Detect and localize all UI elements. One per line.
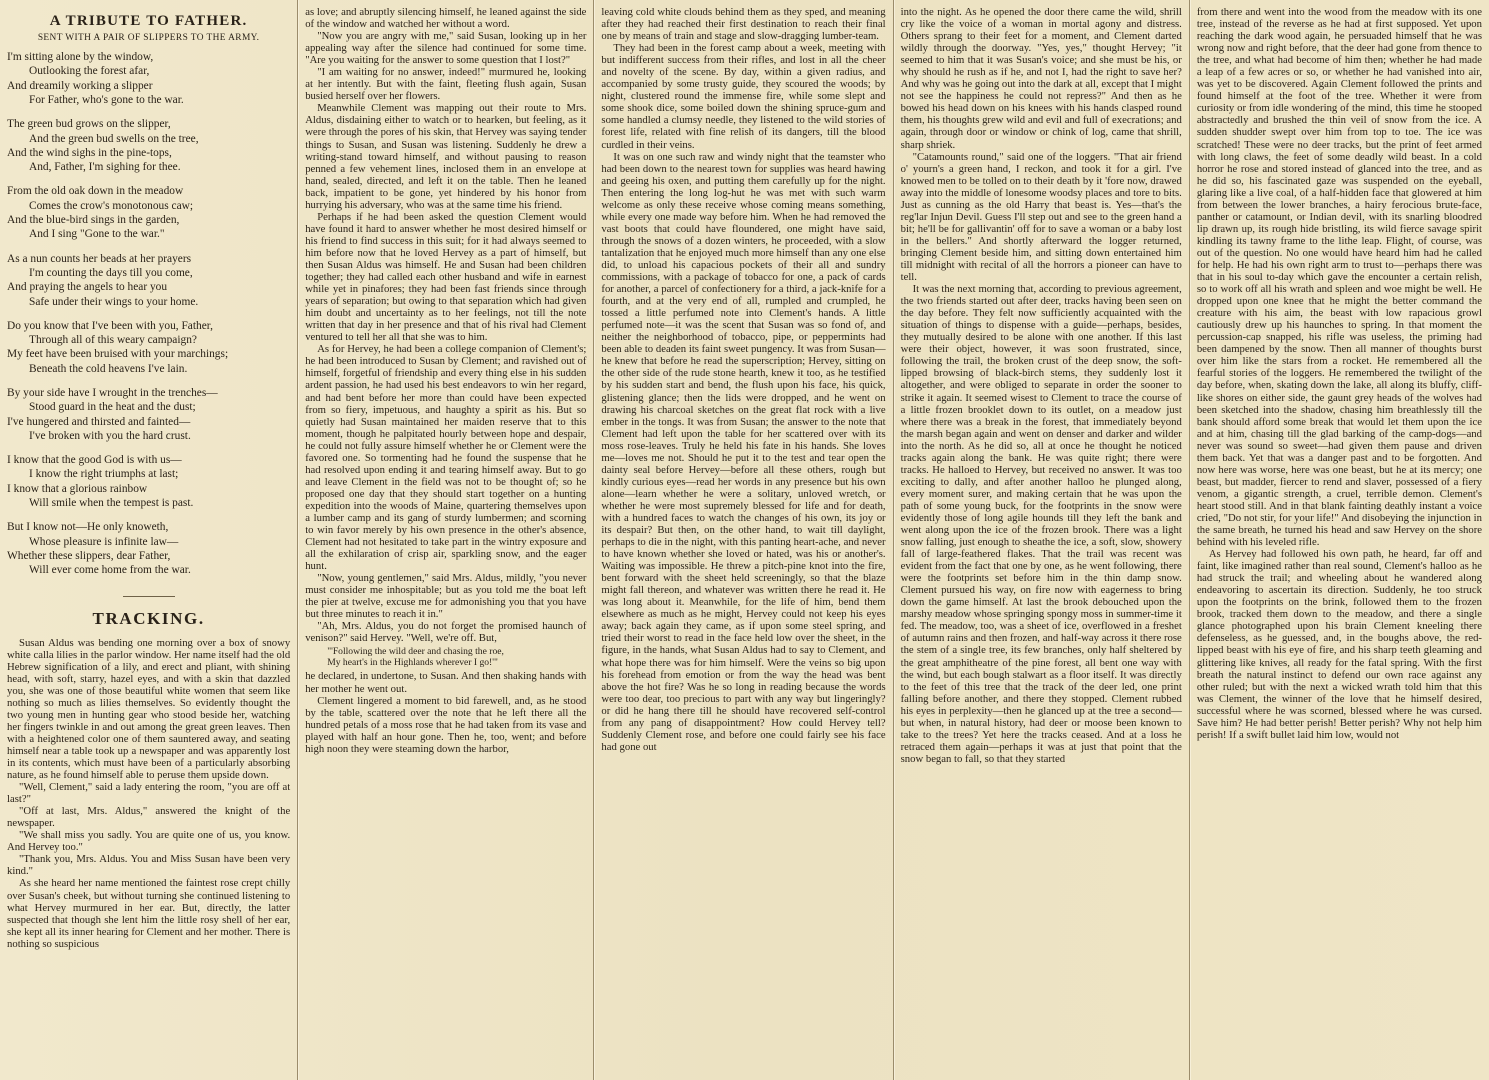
verse-line: "'Following the wild deer and chasing the roe, [327, 646, 504, 658]
paragraph: "Catamounts round," said one of the loggers. "That air friend o' yourn's a green hand, I reckon, and took it for a girl. I've knowed men to be tolled on to their death by it 'fore now, drawed away into the middle of lonesome woodsy places and tore to bits. Just as cunning as the old Harry that beast is. Yes—that's the reg'lar Injun Devil. Guess I'll step out and see to the green hand a bit; he'll be for gallivantin' off for to save a woman or a baby lost in the bellers." And shortly afterward the logger returned, bringing Clement beside him, and sitting down entertained him till midnight with recital of all the horrors a pioneer can have to tell. [900, 150, 1182, 284]
poem-stanza [7, 520, 290, 577]
paragraph: As she heard her name mentioned the faintest rose crept chilly over Susan's cheek, but without turning she continued listening to what Hervey murmured in her ear. But, directly, the latter suspected that though she lent him the little rosy shell of her ear, she kept all its inner hearing for Clement and her mother. There is nothing so suspicious [7, 877, 291, 950]
poem-line: And, Father, I'm sighing for thee. [29, 161, 181, 174]
poem-line: And the blue-bird sings in the garden, [7, 214, 180, 227]
paragraph: "Ah, Mrs. Aldus, you do not forget the promised haunch of venison?" said Hervey. "Well, we're off. But, [305, 620, 587, 645]
poem-line: And the wind sighs in the pine-tops, [7, 146, 172, 159]
paragraph: leaving cold white clouds behind them as they sped, and meaning after they had reached their first destination to reach their final one by means of train and stage and slow-dragging lumber-team. [601, 6, 886, 43]
quoted-verse [305, 646, 586, 668]
poem-line: I know that the good God is with us— [7, 454, 182, 467]
poem-line: I know that a glorious rainbow [7, 482, 148, 495]
paragraph: It was the next morning that, according to previous agreement, the two friends started out after deer, tracks having been seen on the day before. They felt now sufficiently acquainted with the situation of things to dispense with a guide—perhaps, besides, they mutually desired to be alone with one another. If this last were their object, however, it was soon frustrated, since, following the trail, the broken crust of the deep snow, the soft-lipped browsing of black-birch stems, they suddenly lost it altogether, and were obliged to separate in order the sooner to strike it again. It seemed wisest to Clement to trace the course of a little frozen brooklet down to its outlet, on a meadow just where there was a break in the forest, that immediately beyond the marsh began again and went on denser and darker and wilder into the north. As he did so, all at once he thought he noticed tracks again along the bank. He was quite right; there were tracks. He halloed to Hervey, but received no answer. It was too exciting to dally, and after another halloo he plunged along, every moment surer, and making certain that he was upon the path of some young buck, for the footprints in the snow were evidently those of long agile hounds till they left the bank and went along upon the ice of the frozen brook. There was a light snow falling, just enough to sheathe the ice, a soft, slow, showery fall of large-feathered flakes. That the trail was recent was evident from the fact that one by one, as he went following, there were the footprints set before him in the thin damp snow. Clement pursued his way, on fire now with eagerness to bring down the game himself. At last the brook debouched upon the marshy meadow whose springing spongy moss in summer-time it fed. The meadow, too, was a sheet of ice, overflowed in a freshet of autumn rains and then frozen, and half-way across it there rose the stem of a single tree, its few branches, only half sheltered by the great amphitheatre of the pine forest, all bent one way with the wind, but each bough stalwart as a floor itself. It was directly to the feet of this tree that the track of the deer led, one print falling before another, and there they stopped. Clement rubbed his eyes in perplexity—then he glanced up at the tree a second—but when, in natural history, had deer or moose been known to take to the trees? Yet here the tracks ceased. And at a loss he retraced them again—perhaps it was at just that point that the snow began to fall, so that they started [900, 283, 1182, 765]
poem-line: Will smile when the tempest is past. [29, 497, 194, 510]
poem-line: I know the right triumphs at last; [29, 468, 179, 481]
poem-line: Safe under their wings to your home. [29, 295, 199, 308]
column-3 [594, 0, 892, 1080]
poem-line: Will ever come home from the war. [29, 564, 191, 577]
poem-line: And praying the angels to hear you [7, 281, 168, 294]
poem-line: From the old oak down in the meadow [7, 185, 184, 198]
poem-stanza [7, 453, 290, 510]
paragraph: Clement lingered a moment to bid farewell, and, as he stood by the table, scattered over the note that he left there all the hundred petals of a moss rose that he had taken from its vase and played with half an hour gone. Then he, too, went; and before high noon they were steaming down the harbor, [305, 694, 587, 755]
paragraph: from there and went into the wood from the meadow with its one tree, instead of the reverse as he had at first supposed. Yet upon reaching the dark wood again, he persuaded himself that he was wrong now and right before, that the deer had gone from thence to the tree, and what had become of him then; whether he had made a leap of a few acres or so, or whether he had vanished into air, was yet to be discovered. Again Clement followed the prints and found himself at the foot of the tree. Whether it were from curiosity or from idle wondering of the mind, this time he stooped abstractedly and brushed the thin veil of snow from the ice. A sudden shudder swept over him from top to toe. The ice was scratched! These were no deer tracks, but the print of feet armed with long claws, the feet of some deadly wild beast. In a cold horror he rose and stored instead of glanced into the tree, and as he did so, his fascinated gaze was suspended on the eyeball, glaring like a live coal, of a half-hidden face that glowered at him from between the lower branches, a hairy ferocious brute-face, panther or catamount, or Indian devil, with its snarling bloodred lip drawn up, its rough hide bristling, its wild fierce savage spirit kindling its tawny frame to the lithe leap. Flight, of course, was out of the question. No one would have heard him had he called for help. He had his own right arm to trust to—perhaps there was that in his soul to-day which gave the encounter a certain relish, so to work off all his wrath and spleen and woe might be well. He dropped upon one knee that he might the better command the creature with his aim, the beast with low rapacious growl cautiously drew up his haunches to spring. In that moment the percussion-cap snapped, his rifle was useless, the priming had been dampened by the snow. Then all manner of thoughts burst over him like the stars from a rocket. He remembered all the fearful stories of the loggers. He remembered the twilight of the day before, when, skating down the lake, all along its bluffy, cliff-like shores on either side, the gaunt grey heads of the wolves had been sketched into the shadow, chasing him breathlessly till the bank should afford some break that would let them upon the ice and at him, chasing till the glad barking of the camp-dogs—and never was sound so sweet—had given them pause and driven them back. Yet that was a danger past and to be forgotten. And now here was worse, here was one beast, but he at its mercy; one beast, but madder, fiercer to rend and slaver, possessed of a fiery venom, a gigantic strength, a cruel, terrible demon. Clement's heart stood still. And in that blank fainting deathly instant a voice cried, "Do not stir, for your life!" And disobeying the injunction in the same breath, he turned his head and saw Hervey on the shore behind with his leveled rifle. [1196, 6, 1482, 549]
paragraph: "I am waiting for no answer, indeed!" murmured he, looking at her intently. But with the faint, fleeting flush again, Susan busied herself over her flowers. [305, 66, 587, 103]
paragraph: "We shall miss you sadly. You are quite one of us, you know. And Hervey too." [7, 829, 291, 854]
paragraph: "Thank you, Mrs. Aldus. You and Miss Susan have been very kind." [7, 853, 291, 878]
paragraph: as love; and abruptly silencing himself, he leaned against the side of the window and watched her without a word. [305, 6, 587, 31]
paragraph: Susan Aldus was bending one morning over a box of snowy white calla lilies in the parlor window. Her name itself had the old Hebrew signification of a lily, and erect and pliant, with shining head, with soft, starry, hazel eyes, and with a skin that dazzled you, she was one of those beautiful white women that seem like nothing so much as lilies themselves. So evidently thought the two young men in hunting gear who stood beside her, watching her fingers twinkle in and out among the great green leaves. Then with a heightened color one of them sauntered away, and seating himself near a table took up a newspaper and was apparently lost in its contents, which must have been of a particularly absorbing nature, as he found himself able to peruse them upside down. [7, 636, 291, 782]
poem-line: But I know not—He only knoweth, [7, 521, 169, 534]
story-text-col2-cont [305, 670, 586, 754]
story-title: TRACKING. [92, 608, 205, 628]
poem-stanza [7, 117, 290, 174]
column-1 [0, 0, 297, 1080]
poem-line: I'm sitting alone by the window, [7, 51, 154, 64]
poem-line: Stood guard in the heat and the dust; [29, 401, 196, 414]
poem-line: The green bud grows on the slipper, [7, 118, 171, 131]
paragraph: As Hervey had followed his own path, he heard, far off and faint, like imagined rather than real sound, Clement's halloo as he had struck the trail; and wheeling about he wandered along endeavoring to ascertain its direction. Suddenly, he too struck upon the footprints on the brink, followed them to the frozen brook, tracked them down to the meadow, and there a single glance photographed upon his brain Clement kneeling there defenseless, as he guessed, and, in the boughs above, the red-lipped beast with his eye of fire, and his sharp teeth gleaming and glittering like knives, all ready for the fatal spring. With the first breath the natural instinct to defend our own race against any other ruled; but with the next a wicked wrath told him that this was Clement, the winner of the love that he himself desired, successful where he was scorned, blessed where he was cursed. Save him? He had better perish! Better perish? Why not help him perish! If a swift bullet laid him low, would not [1196, 548, 1482, 741]
poem-line: Whose pleasure is infinite law— [29, 535, 179, 548]
paragraph: he declared, in undertone, to Susan. And then shaking hands with her mother he went out. [305, 670, 587, 695]
poem-line: Beneath the cold heavens I've lain. [29, 362, 188, 375]
poem-line: By your side have I wrought in the trenches— [7, 386, 218, 399]
poem-line: Outlooking the forest afar, [29, 65, 150, 78]
poem-line: Do you know that I've been with you, Father, [7, 319, 213, 332]
poem-stanza [7, 184, 290, 241]
column-5 [1190, 0, 1489, 1080]
paragraph: "Off at last, Mrs. Aldus," answered the knight of the newspaper. [7, 805, 291, 830]
poem-line: Through all of this weary campaign? [29, 334, 197, 347]
column-2 [298, 0, 593, 1080]
paragraph: They had been in the forest camp about a week, meeting with but indifferent success from their rifles, and lost in all the cheer and novelty of the scene. By day, within a given radius, and accompanied by some trusty guide, they scoured the woods; by night, clustered round the immense fire, while some slept and some shook dice, some boiled down the shining spruce-gum and some handled a clumsy needle, they listened to the wild stories of forest life, related with fine relish of its dangers, till the blood curdled in their veins. [601, 42, 886, 151]
poem-stanza [7, 319, 290, 376]
poem-line: I've hungered and thirsted and fainted— [7, 415, 191, 428]
paragraph: "Now you are angry with me," said Susan, looking up in her appealing way after the silence had continued for some time. "Are you waiting for the answer to some question that I lost?" [305, 30, 587, 67]
story-text-col3 [601, 6, 885, 753]
poem-line: I'm counting the days till you come, [29, 266, 193, 279]
paragraph: into the night. As he opened the door there came the wild, shrill cry like the voice of a woman in mortal agony and distress. Others sprang to their feet for a moment, and Clement darted wildly through the doorway. "Yes, yes," thought Hervey; "it seemed to him that it was Susan's voice; and she must be his, or why should he rush as if he, and not I, had the right to save her? And why was he going out into the dark at all, except that I might not see the happiness he could not repress?" And then as he bowed his head down on his knees with his hands clasped round them, his thoughts grew wild and evil and full of execrations; and again, through door or window or chink of log, came that shrill, sharp shriek. [900, 6, 1182, 151]
column-4 [894, 0, 1189, 1080]
paragraph: Meanwhile Clement was mapping out their route to Mrs. Aldus, disdaining either to watch or to hearken, but feeling, as it were through the pores of his skin, that Hervey was saying tender things to Susan, and Susan was listening. Suddenly he drew a writing-stand toward himself, and without pausing to reason penned a few vehement lines, inclosed them in an envelope at hand, sealed, directed, and left it on the table. Then he leaned back, impatient to be gone, yet hindered by his honor from hurrying his adversary, who was at the same time his friend. [305, 102, 587, 211]
poem-line: Whether these slippers, dear Father, [7, 549, 171, 562]
poem-stanza [7, 386, 290, 443]
section-divider [123, 596, 175, 597]
poem-line: And the green bud swells on the tree, [29, 132, 199, 145]
paragraph: As for Hervey, he had been a college companion of Clement's; he had been introduced to Susan by Clement; and ravished out of himself, forgetful of friendship and every thing else in his sudden ardent passion, he had used his best endeavors to win her regard, and had bent before her more than could have been expected from so fiery, impetuous, and haughty a spirit as his. But so quietly had Susan maintained her maiden reserve that to this moment, though he palpitated hourly between hope and despair, he could not fully assure himself whether he or Clement were the favored one. So tormenting had he found the suspense that he had resolved upon ending it and tearing himself away. But to go and leave Clement in the field was not to be thought of; so he proposed one day that they should start together on a hunting expedition into the woods of Maine, quartering themselves upon a lumber camp and its gang of sturdy lumbermen; and scorning to win favor merely by his own presence in the other's absence, Clement had not hesitated to take part in the wintry exposure and all the exhilaration of crisp air, sparkling snow, and the eager hunt. [305, 343, 587, 573]
paragraph: "Well, Clement," said a lady entering the room, "you are off at last?" [7, 781, 291, 806]
poem-line: As a nun counts her beads at her prayers [7, 252, 192, 265]
story-text-col2 [305, 6, 586, 644]
story-text-col5 [1197, 6, 1482, 741]
poem-line: And I sing "Gone to the war." [29, 228, 165, 241]
paragraph: Perhaps if he had been asked the question Clement would have found it hard to answer whether he most desired himself or his friend to find success in this suit; for it had always seemed to him before now that he loved Hervey as a part of himself, but then Susan Aldus was himself. He and Susan had been children together; they had called each other husband and wife in earnest while yet in pinafores; they had been fast friends since through years of separation; but owing to that separation which had given him doubt and uncertainty as to her feelings, not till the note written that day in her presence and that of his rival had Clement ventured to tell her all that she was to him. [305, 210, 587, 344]
poem-line: My feet have been bruised with your marchings; [7, 348, 229, 361]
poem-stanza [7, 252, 290, 309]
verse-line: My heart's in the Highlands wherever I go!'" [327, 657, 498, 669]
poem-line: For Father, who's gone to the war. [29, 93, 184, 106]
paragraph: "Now, young gentlemen," said Mrs. Aldus, mildly, "you never must consider me inhospitable; but as you told me the boat left the pier at twelve, excuse me for admonishing you that you have but three minutes to reach it in." [305, 572, 587, 621]
poem-body [7, 50, 290, 578]
poem-line: I've broken with you the hard crust. [29, 429, 191, 442]
poem-stanza [7, 50, 290, 107]
poem-title: A TRIBUTE TO FATHER. [49, 13, 248, 29]
poem-line: And dreamily working a slipper [7, 79, 153, 92]
poem-subtitle: SENT WITH A PAIR OF SLIPPERS TO THE ARMY. [37, 33, 260, 43]
story-text-col1 [7, 637, 290, 950]
paragraph: It was on one such raw and windy night that the teamster who had been down to the nearest town for supplies was heard hawing and geeing his oxen, and putting them carefully up for the night. Then entering the long log-hut he was met with such warm welcome as only these receive whose coming means something, while every one made way before him. When he had removed the vast boots that could have floundered, one might have said, through the snows of a dozen winters, he proceeded, with a slow tantalization that he enjoyed much more himself than any one else did, to unload his capacious pockets of their all and sundry commissions, with a package of tobacco for one, a pack of cards for another, a parcel of confectionery for a third, a jack-knife for a fourth, and at the very end of all, rumpled and crumpled, he tossed a little perfumed note into Clement's hands. A little perfumed note—it was the scent that Susan was so fond of, and neither the neighborhood of tobacco, pipe, or peppermints had been able to deaden its faint sweet pungency. It was from Susan—he knew that before he read the superscription; Hervey, sitting on the other side of the rude stone hearth, knew it too, as he testified by his sudden start and bend, the flush upon his face, his quick, glistening glance; then the lids were dropped, and he went on drawing his charcoal sketches on the great flat rock with a live ember in the tongs. It was from Susan; the answer to the note that Clement had left upon the table for her scattered over with its moss rose-leaves. Truly he held his fate in his hands. She loves me—loves me not. Should he put it to the test and tear open the dainty seal before Hervey—before all these others, rough but kindly curious eyes—read her words in any presence but his own alone—learn whether he were a solitary, unloved wretch, or whether he were most supremely blessed for life and for death, with a hundred faces to watch the changes of his own, its joy or its despair? But then, on the other hand, to wait till daylight, perhaps to die in the night, with this panting heart-ache, and never to have known whether she loved or hated, was his or another's. Waiting was impossible. He threw a pitch-pine knot into the fire, bent forward with the sheet held screeningly, so that the blaze might fall thereon, and whatever was written there he read it. He was long about it. Meanwhile, for the life of him, bend them elsewhere as much as he might, Hervey could not keep his eyes away; back again they came, as if upon some steel spring, and tried their worst to read in the face held low over the sheet, in the figure, in the hands, what Susan Aldus had to say to Clement, and what hope there was for him himself. Were the veins so big upon his forehead from emotion or from the way the head was bent above the hot fire? Was he so long in reading because the words were too dear, too precious to part with any way but lingeringly? or did he hang there till he should have recovered self-control from any pang of disappointment? How could Hervey tell? Suddenly Clement rose, and before one could fairly see his face had gone out [601, 150, 886, 753]
poem-line: Comes the crow's monotonous caw; [29, 199, 194, 212]
story-text-col4 [901, 6, 1182, 765]
